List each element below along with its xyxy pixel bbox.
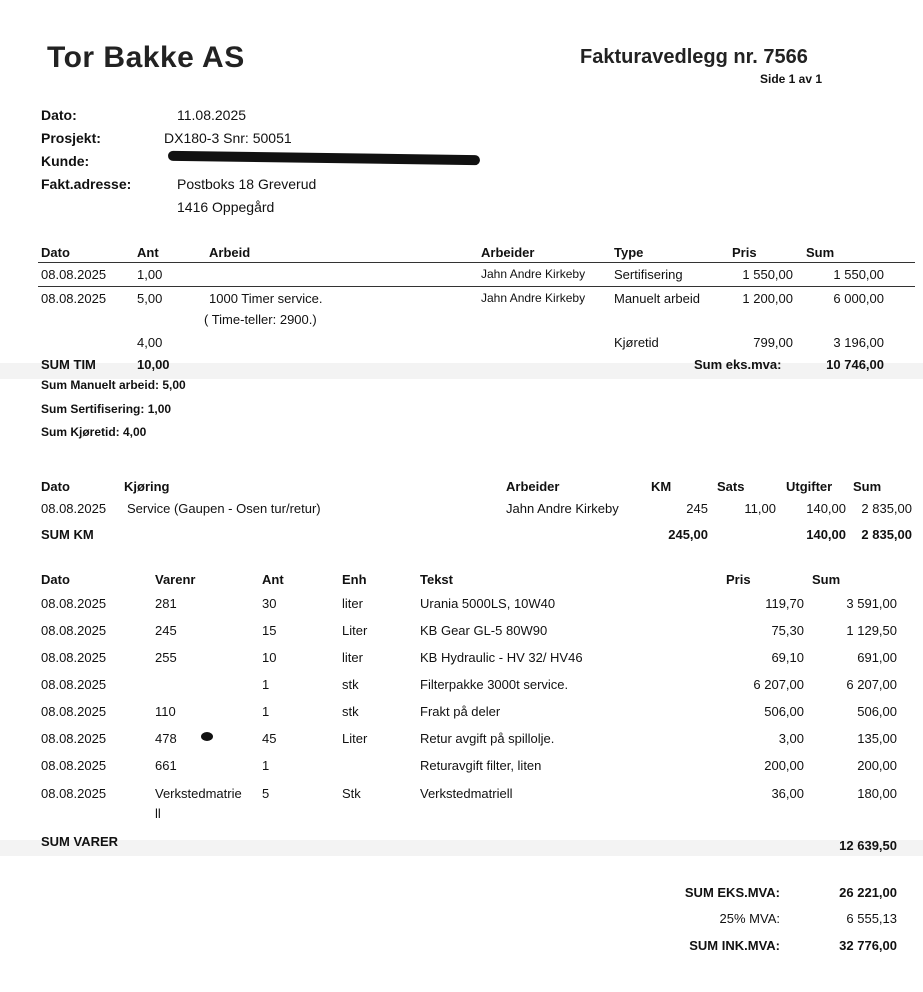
summary-sertifisering: Sum Sertifisering: 1,00 <box>41 402 172 416</box>
prosjekt-value: DX180-3 Snr: 50051 <box>164 130 292 146</box>
goods-row-pris: 506,00 <box>764 704 804 719</box>
drive-row-kjoring: Service (Gaupen - Osen tur/retur) <box>127 501 321 516</box>
goods-row-varenr-wrap: ll <box>155 806 161 821</box>
goods-row-enh: stk <box>342 677 359 692</box>
goods-row-tekst: Verkstedmatriell <box>420 786 513 801</box>
drive-row-utgifter: 140,00 <box>806 501 846 516</box>
goods-row-tekst: KB Gear GL-5 80W90 <box>420 623 548 638</box>
work-row1-pris: 1 550,00 <box>742 267 793 282</box>
work-header-dato: Dato <box>41 245 70 260</box>
goods-row-dato: 08.08.2025 <box>41 677 107 692</box>
work-header-type: Type <box>614 245 644 260</box>
drive-row-arbeider: Jahn Andre Kirkeby <box>506 501 619 516</box>
goods-row-dato: 08.08.2025 <box>41 596 107 611</box>
goods-row-ant: 5 <box>262 786 270 801</box>
goods-row-sum: 200,00 <box>857 758 897 773</box>
work-row2-arbeider: Jahn Andre Kirkeby <box>481 291 586 305</box>
drive-header-km: KM <box>651 479 672 494</box>
goods-row-pris: 36,00 <box>771 786 804 801</box>
goods-row-enh: liter <box>342 650 363 665</box>
goods-row-varenr: 478 <box>155 731 177 746</box>
goods-row-varenr: 245 <box>155 623 177 638</box>
goods-row-pris: 119,70 <box>765 596 804 611</box>
total-eks-value: 26 221,00 <box>839 885 897 900</box>
dato-value: 11.08.2025 <box>177 107 247 123</box>
goods-row-tekst: Urania 5000LS, 10W40 <box>420 596 556 611</box>
goods-row-dato: 08.08.2025 <box>41 758 107 773</box>
adresse-label: Fakt.adresse: <box>41 176 132 192</box>
work-header-line <box>38 262 915 263</box>
drive-header-dato: Dato <box>41 479 70 494</box>
drive-header-arbeider: Arbeider <box>506 479 560 494</box>
goods-header-varenr: Varenr <box>155 572 196 587</box>
work-header-pris: Pris <box>732 245 757 260</box>
goods-header-enh: Enh <box>342 572 367 587</box>
goods-row-ant: 30 <box>262 596 277 611</box>
goods-row-ant: 1 <box>262 677 270 692</box>
prosjekt-label: Prosjekt: <box>41 130 101 146</box>
work-header-arbeid: Arbeid <box>209 245 251 260</box>
goods-row-varenr: 255 <box>155 650 177 665</box>
goods-row-sum: 506,00 <box>857 704 897 719</box>
goods-row-dato: 08.08.2025 <box>41 623 107 638</box>
document-title: Fakturavedlegg nr. 7566 <box>580 46 808 68</box>
goods-row-varenr: 110 <box>155 704 176 719</box>
goods-header-sum: Sum <box>812 572 841 587</box>
work-row2-arbeid: 1000 Timer service. <box>209 291 323 306</box>
goods-row-enh: Liter <box>342 623 368 638</box>
goods-row-pris: 3,00 <box>778 731 804 746</box>
work-row2-type: Manuelt arbeid <box>614 291 700 306</box>
sum-tim-value: 10,00 <box>137 357 170 372</box>
total-mva-value: 6 555,13 <box>846 911 897 926</box>
goods-header-dato: Dato <box>41 572 70 587</box>
work-row1-arbeider: Jahn Andre Kirkeby <box>481 267 586 281</box>
sum-varer-value: 12 639,50 <box>839 838 897 853</box>
scan-band <box>0 840 923 856</box>
goods-row-varenr: 281 <box>155 596 177 611</box>
goods-row-sum: 6 207,00 <box>846 677 897 692</box>
drive-row-km: 245 <box>686 501 708 516</box>
sum-eks-mva-label: Sum eks.mva: <box>694 357 782 372</box>
company-name: Tor Bakke AS <box>47 41 245 74</box>
work-header-ant: Ant <box>137 245 159 260</box>
redaction-mark <box>168 151 480 165</box>
kunde-label: Kunde: <box>41 153 90 169</box>
goods-row-tekst: Filterpakke 3000t service. <box>420 677 569 692</box>
goods-row-ant: 15 <box>262 623 277 638</box>
goods-row-dato: 08.08.2025 <box>41 786 107 801</box>
work-row2-sum: 6 000,00 <box>833 291 884 306</box>
goods-header-ant: Ant <box>262 572 284 587</box>
drive-row-dato: 08.08.2025 <box>41 501 107 516</box>
ink-mark <box>201 732 213 741</box>
drive-row-sats: 11,00 <box>744 501 776 516</box>
goods-row-dato: 08.08.2025 <box>41 731 107 746</box>
work-header-sum: Sum <box>806 245 835 260</box>
goods-row-ant: 1 <box>262 704 270 719</box>
goods-row-enh: stk <box>342 704 359 719</box>
goods-row-pris: 200,00 <box>764 758 804 773</box>
goods-row-sum: 3 591,00 <box>846 596 897 611</box>
work-row-line <box>38 286 915 287</box>
page-info: Side 1 av 1 <box>760 72 823 86</box>
goods-row-ant: 1 <box>262 758 270 773</box>
goods-row-enh: Stk <box>342 786 361 801</box>
adresse-line2: 1416 Oppegård <box>177 199 275 215</box>
work-row1-type: Sertifisering <box>614 267 683 282</box>
work-row3-sum: 3 196,00 <box>833 335 884 350</box>
goods-row-sum: 180,00 <box>857 786 897 801</box>
total-ink-label: SUM INK.MVA: <box>689 938 780 953</box>
goods-row-varenr: 661 <box>155 758 177 773</box>
goods-row-sum: 135,00 <box>857 731 897 746</box>
sum-varer-label: SUM VARER <box>41 834 119 849</box>
goods-row-tekst: Retur avgift på spillolje. <box>420 731 555 746</box>
dato-label: Dato: <box>41 107 77 123</box>
goods-row-ant: 10 <box>262 650 277 665</box>
work-row3-type: Kjøretid <box>614 335 659 350</box>
work-row3-pris: 799,00 <box>753 335 793 350</box>
total-ink-value: 32 776,00 <box>839 938 897 953</box>
goods-row-enh: liter <box>342 596 363 611</box>
goods-row-tekst: KB Hydraulic - HV 32/ HV46 <box>420 650 583 665</box>
goods-row-pris: 6 207,00 <box>753 677 804 692</box>
drive-row-sum: 2 835,00 <box>861 501 912 516</box>
adresse-line1: Postboks 18 Greverud <box>177 176 317 192</box>
goods-row-pris: 69,10 <box>771 650 804 665</box>
goods-row-ant: 45 <box>262 731 277 746</box>
work-row2-arbeid-note: ( Time-teller: 2900.) <box>204 312 317 327</box>
summary-manuelt: Sum Manuelt arbeid: 5,00 <box>41 378 186 392</box>
goods-row-tekst: Returavgift filter, liten <box>420 758 542 773</box>
goods-header-tekst: Tekst <box>420 572 453 587</box>
sum-km-utgifter: 140,00 <box>806 527 846 542</box>
goods-row-varenr: Verkstedmatrie <box>155 786 242 801</box>
sum-km-value: 245,00 <box>668 527 708 542</box>
goods-row-pris: 75,30 <box>771 623 804 638</box>
goods-row-dato: 08.08.2025 <box>41 704 107 719</box>
goods-row-sum: 1 129,50 <box>846 623 897 638</box>
work-row2-pris: 1 200,00 <box>742 291 793 306</box>
work-row1-ant: 1,00 <box>137 267 163 282</box>
work-row3-ant: 4,00 <box>137 335 163 350</box>
drive-header-sum: Sum <box>853 479 882 494</box>
sum-km-total: 2 835,00 <box>861 527 912 542</box>
total-mva-label: 25% MVA: <box>719 911 780 926</box>
total-eks-label: SUM EKS.MVA: <box>684 885 780 900</box>
sum-eks-mva-value: 10 746,00 <box>826 357 884 372</box>
sum-tim-label: SUM TIM <box>41 357 96 372</box>
work-row2-ant: 5,00 <box>137 291 163 306</box>
summary-kjoretid: Sum Kjøretid: 4,00 <box>41 425 147 439</box>
work-row2-dato: 08.08.2025 <box>41 291 107 306</box>
work-row1-sum: 1 550,00 <box>833 267 884 282</box>
goods-row-enh: Liter <box>342 731 368 746</box>
goods-header-pris: Pris <box>726 572 751 587</box>
goods-row-sum: 691,00 <box>857 650 897 665</box>
goods-row-tekst: Frakt på deler <box>420 704 501 719</box>
sum-km-label: SUM KM <box>41 527 94 542</box>
work-row1-dato: 08.08.2025 <box>41 267 107 282</box>
drive-header-kjoring: Kjøring <box>124 479 170 494</box>
goods-row-dato: 08.08.2025 <box>41 650 107 665</box>
drive-header-utgifter: Utgifter <box>786 479 833 494</box>
drive-header-sats: Sats <box>717 479 745 494</box>
work-header-arbeider: Arbeider <box>481 245 535 260</box>
